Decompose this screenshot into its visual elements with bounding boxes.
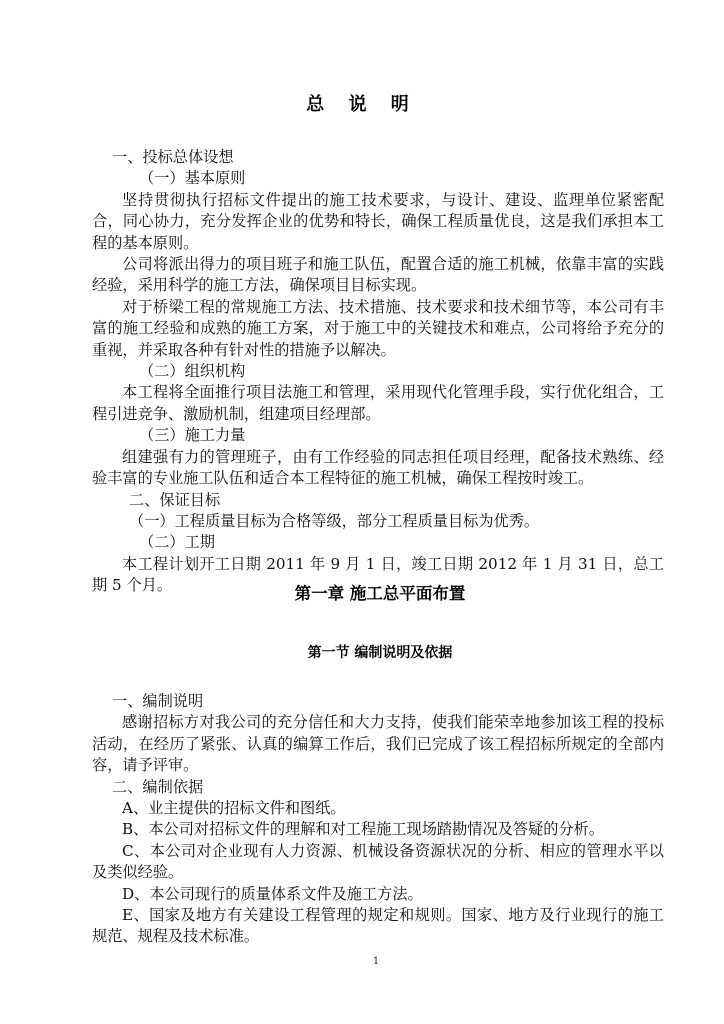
basis-item: C、本公司对企业现有人力资源、机械设备资源状况的分析、相应的管理水平以及类似经验。 [92, 841, 664, 882]
paragraph: 组建强有力的管理班子，由有工作经验的同志担任项目经理，配备技术熟练、经验丰富的专业施工队伍和适合本工程特征的施工机械，确保工程按时竣工。 [92, 447, 664, 488]
heading-compile-basis: 二、编制依据 [112, 777, 204, 796]
page-number: 1 [372, 956, 380, 967]
quality-goal: （一）工程质量目标为合格等级，部分工程质量目标为优秀。 [129, 511, 540, 530]
basis-item: A、业主提供的招标文件和图纸。 [122, 799, 346, 818]
paragraph: 对于桥梁工程的常规施工方法、技术措施、技术要求和技术细节等，本公司有丰富的施工经验和成熟的施工方案，对于施工中的关键技术和难点，公司将给予充分的重视，并采取各种有针对性的措施予以解决。 [92, 297, 664, 359]
heading-compile-description: 一、编制说明 [112, 692, 204, 710]
heading-organization: （二）组织机构 [139, 362, 246, 381]
paragraph: 坚持贯彻执行招标文件提出的施工技术要求，与设计、建设、监理单位紧密配合，同心协力，充分发挥企业的优势和特长，确保工程质量优良，这是我们承担本工程的基本原则。 [92, 190, 664, 252]
heading-guarantee-goals: 二、保证目标 [129, 490, 221, 509]
paragraph: 本工程将全面推行项目法施工和管理，采用现代化管理手段，实行优化组合，工程引进竞争、激励机制，组建项目经理部。 [92, 383, 664, 423]
document-title: 总 说 明 [306, 94, 418, 115]
paragraph: 感谢招标方对我公司的充分信任和大力支持，使我们能荣幸地参加该工程的投标活动，在经历了紧张、认真的编算工作后，我们已完成了该工程招标所规定的全部内容，请予评审。 [92, 713, 664, 775]
heading-construction-force: （三）施工力量 [139, 426, 246, 445]
basis-item: E、国家及地方有关建设工程管理的规定和规则。国家、地方及行业现行的施工规范、规程及技术标准。 [92, 906, 664, 946]
paragraph: 公司将派出得力的项目班子和施工队伍，配置合适的施工机械，依靠丰富的实践经验，采用科学的施工方法，确保项目目标实现。 [92, 255, 664, 295]
heading-bid-overview: 一、投标总体设想 [112, 148, 234, 166]
basis-item: D、本公司现行的质量体系文件及施工方法。 [122, 884, 423, 903]
chapter-title: 第一章 施工总平面布置 [294, 584, 466, 603]
paragraph: 本工程计划开工日期 2011 年 9 月 1 日，竣工日期 2012 年 1 月 31 日，总工期 5 个月。 [92, 554, 664, 595]
compile-block [92, 691, 664, 948]
section-title: 第一节 编制说明及依据 [307, 645, 453, 661]
heading-basic-principles: （一）基本原则 [139, 169, 246, 188]
heading-schedule: （二）工期 [139, 533, 215, 552]
overview-block [92, 147, 664, 597]
basis-item: B、本公司对招标文件的理解和对工程施工现场踏勘情况及答疑的分析。 [122, 820, 604, 839]
